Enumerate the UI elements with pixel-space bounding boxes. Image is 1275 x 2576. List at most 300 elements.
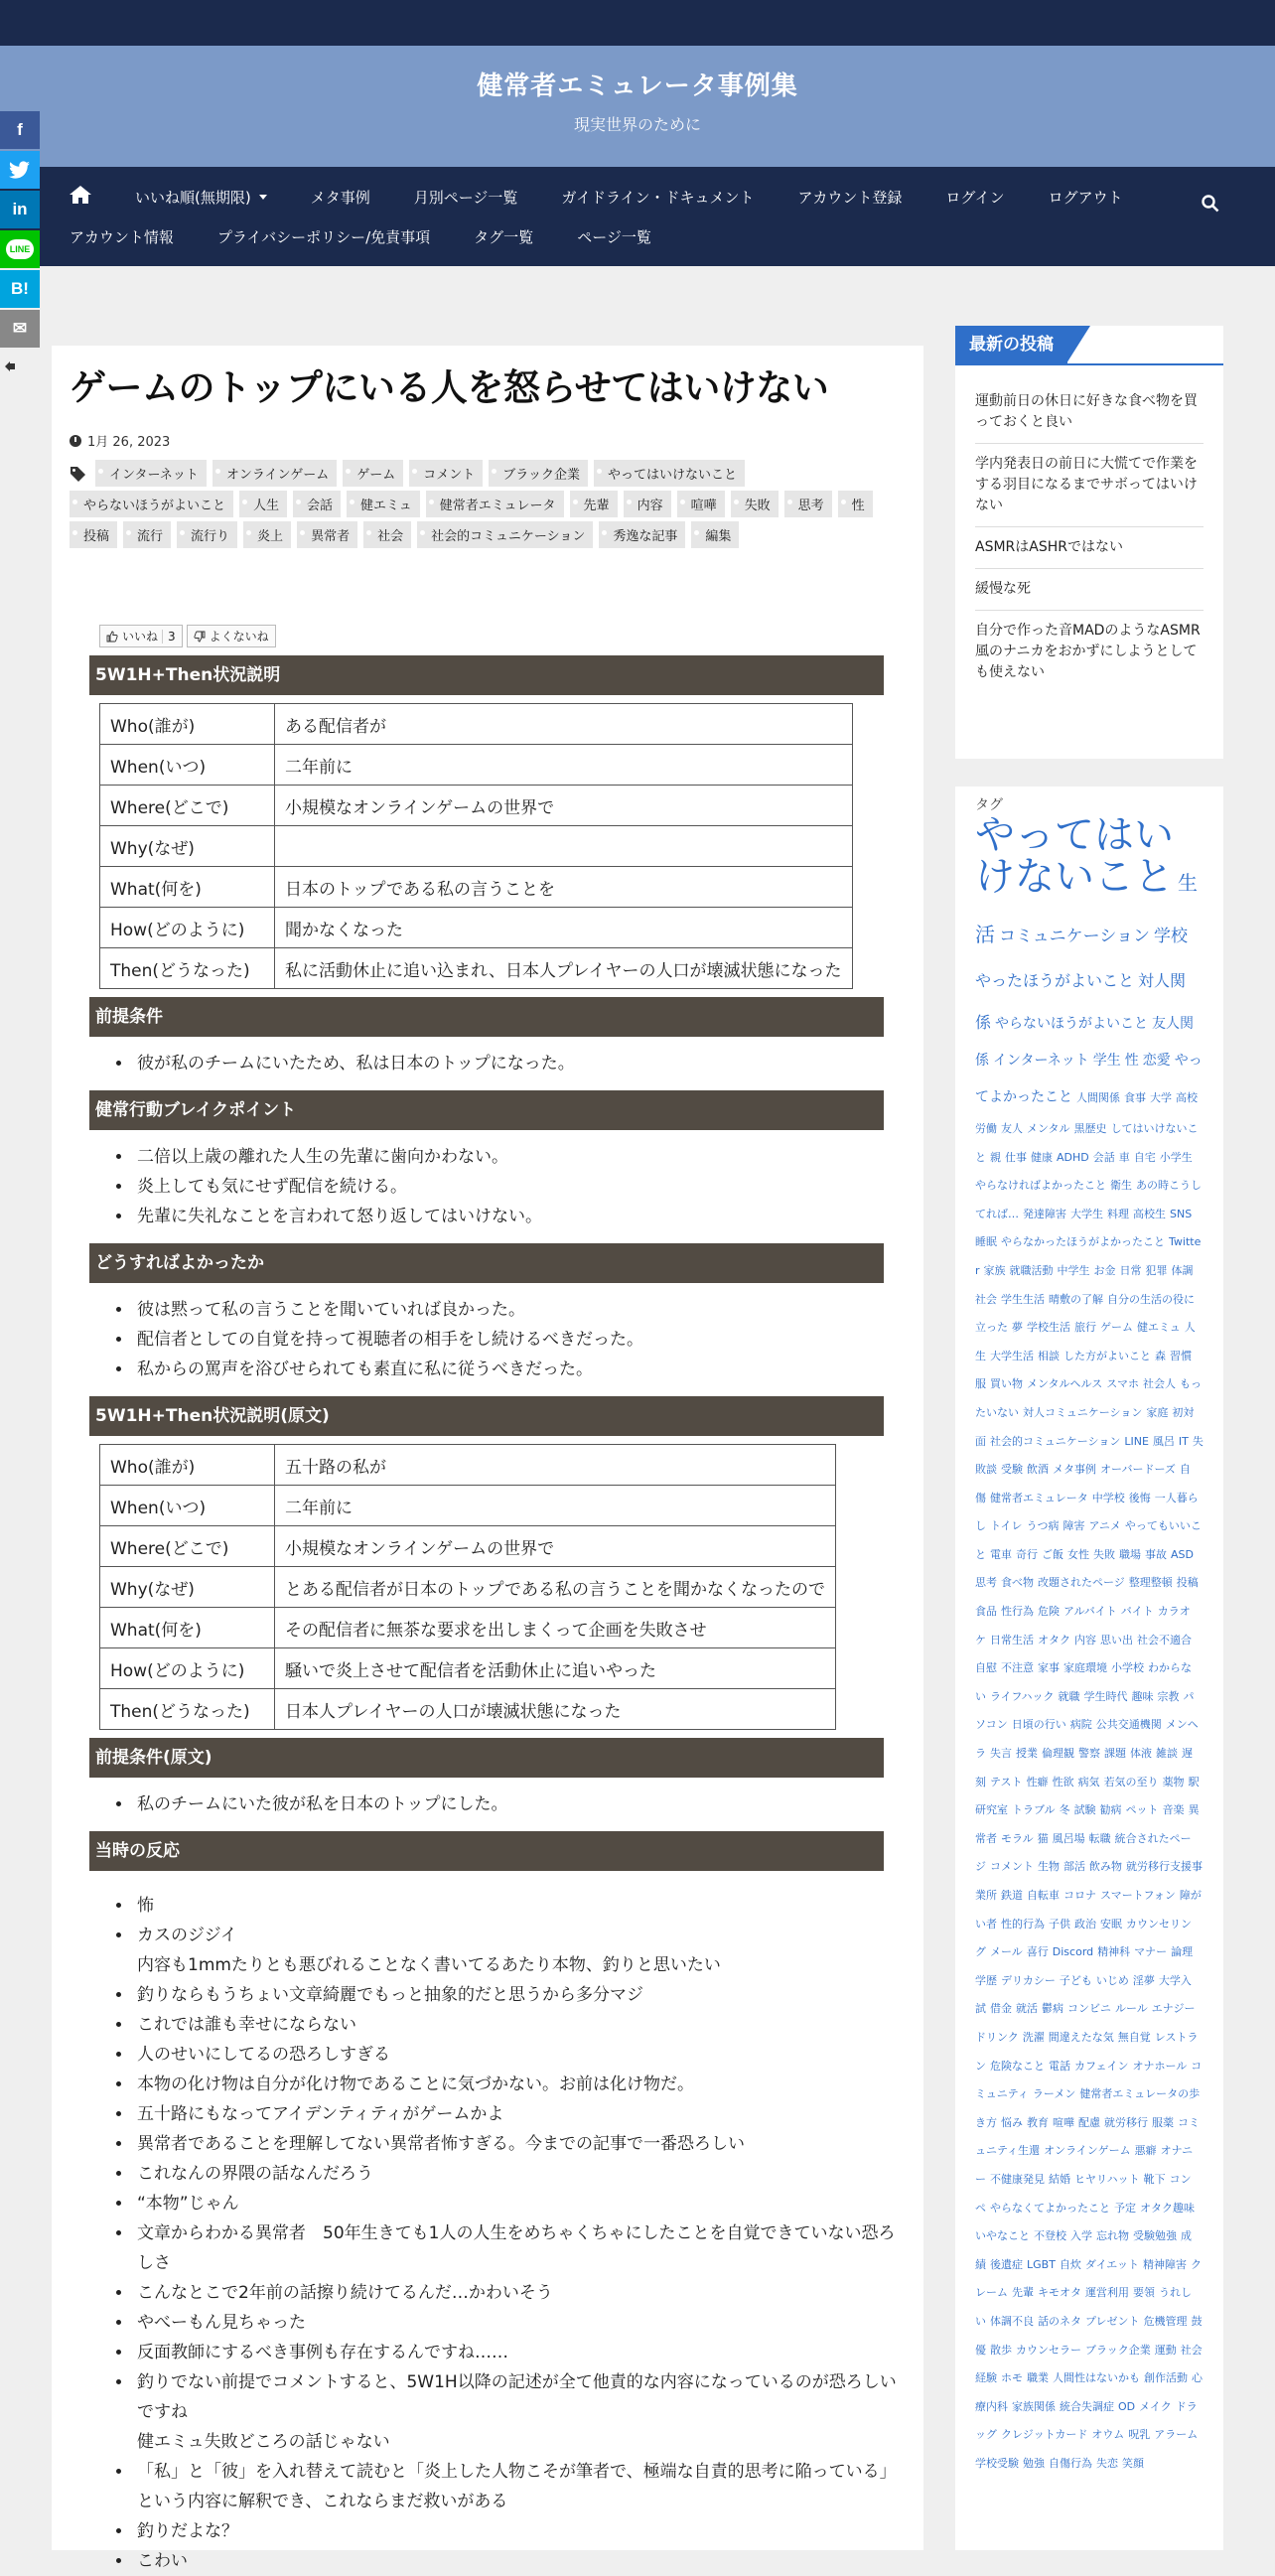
tag-cloud-link[interactable]: 自転車 [1027,1889,1060,1902]
collapse-icon[interactable] [4,358,16,369]
tag-cloud-link[interactable]: クレーム [975,2257,1203,2300]
tag-cloud-link[interactable]: 後悔 [1128,1491,1151,1504]
tag-cloud-link[interactable]: 食事 [1124,1090,1146,1104]
tag-cloud-link[interactable]: 警察 [1078,1747,1100,1761]
tag-cloud-link[interactable]: 職場 [1119,1547,1141,1561]
tag-cloud-link[interactable]: 性的行為 [1001,1917,1045,1931]
tag-cloud-link[interactable]: 自慰 [975,1661,997,1675]
tag-cloud-link[interactable]: 病気 [1077,1775,1100,1789]
tag-cloud-link[interactable]: 会話 [1092,1150,1115,1164]
tag-cloud-link[interactable]: 人間関係 [1076,1090,1120,1104]
tag-cloud-link[interactable]: 親 [990,1150,1001,1164]
tag-cloud-link[interactable]: カウンセラー [1016,2343,1081,2357]
tag-cloud-link[interactable]: コミュニケーション [999,927,1150,946]
tag-cloud-link[interactable]: 小学生 [1159,1150,1193,1164]
tag-cloud-link[interactable]: ホモ [1001,2371,1023,2385]
tag-cloud-link[interactable]: 体調不良 [990,2314,1034,2328]
tag-cloud-link[interactable]: スマホ [1106,1377,1140,1391]
tag-cloud-link[interactable]: 社会経験 [975,2343,1203,2385]
tag-cloud-link[interactable]: 後遺症 [990,2257,1023,2271]
tag-cloud-link[interactable]: 睡眠 [975,1235,997,1249]
tag-cloud-link[interactable]: 不健康発見 [990,2172,1045,2186]
tag-cloud-link[interactable]: 課題 [1104,1747,1126,1761]
tag-cloud-link[interactable]: 学生生活 [1001,1292,1045,1306]
tag-cloud-link[interactable]: うれしい [975,2286,1192,2328]
tag-cloud-link[interactable]: ライフハック [990,1689,1055,1703]
post-tag[interactable]: 流行 [123,521,171,548]
tag-cloud-link[interactable]: 学歴 [975,1973,997,1987]
tag-cloud-link[interactable]: 安眠 [1100,1917,1122,1931]
tag-cloud-link[interactable]: ダイエット [1084,2257,1140,2271]
tag-cloud-link[interactable]: 喜行 [1026,1945,1049,1959]
tag-cloud-link[interactable]: 借金 [990,2002,1012,2016]
tag-cloud-link[interactable]: 夢 [1012,1321,1023,1335]
tag-cloud-link[interactable]: やってはいけないこと [975,812,1174,900]
tag-cloud-link[interactable]: オウム [1091,2428,1125,2442]
tag-cloud-link[interactable]: 健康 [1031,1150,1053,1164]
recent-post-link[interactable]: 自分で作った音MADのようなASMR風のナニカをおかずにしようとしても使えない [975,623,1201,680]
tag-cloud-link[interactable]: 笑顔 [1122,2456,1144,2470]
tag-cloud-link[interactable]: 喧嘩 [1053,2115,1074,2129]
tag-cloud-link[interactable]: アラーム [1154,2428,1199,2442]
post-date-text[interactable]: 1月 26, 2023 [87,435,171,450]
post-tag[interactable]: 異常者 [297,521,357,548]
post-tag[interactable]: やらないほうがよいこと [70,491,233,517]
tag-cloud-link[interactable]: トラブル [1012,1803,1056,1817]
tag-cloud-link[interactable]: 勧病 [1099,1803,1122,1817]
tag-cloud-link[interactable]: ブラック企業 [1085,2343,1151,2357]
tag-cloud-link[interactable]: 内容 [1074,1633,1096,1646]
tag-cloud-link[interactable]: 病院 [1069,1718,1092,1732]
tag-cloud-link[interactable]: 電話 [1049,2059,1070,2073]
tag-cloud-link[interactable]: デリカシー [1001,1973,1056,1987]
tag-cloud-link[interactable]: 一人暮らし [975,1491,1199,1533]
tag-cloud-link[interactable]: カフェイン [1074,2059,1129,2073]
tag-cloud-link[interactable]: いじめ [1095,1973,1129,1987]
tag-cloud-link[interactable]: 風呂 [1152,1434,1175,1448]
tag-cloud-link[interactable]: 危機管理 [1143,2314,1188,2328]
tag-cloud-link[interactable]: LGBT [1027,2257,1056,2271]
tag-cloud-link[interactable]: 対人コミュニケーション [1023,1405,1143,1419]
tag-cloud-link[interactable]: Twitter [975,1235,1202,1277]
linkedin-share-button[interactable]: in [0,191,40,228]
tag-cloud-link[interactable]: バイト [1120,1605,1154,1619]
tag-cloud-link[interactable]: スマートフォン [1100,1889,1176,1902]
tag-cloud-link[interactable]: アルバイト [1063,1605,1117,1619]
tag-cloud-link[interactable]: 失敗 [1093,1547,1115,1561]
tag-cloud-link[interactable]: 失言 [990,1747,1012,1761]
line-share-button[interactable] [0,230,40,268]
tag-cloud-link[interactable]: 友人 [1001,1121,1023,1135]
post-tag[interactable]: 喧嘩 [677,491,725,517]
tag-cloud-link[interactable]: 大学 [1150,1090,1172,1104]
nav-logout[interactable]: ログアウト [1048,188,1123,207]
tag-cloud-link[interactable]: 転職 [1088,1831,1111,1845]
tag-cloud-link[interactable]: 性癖 [1026,1775,1049,1789]
tag-cloud-link[interactable]: やったほうがよいこと [975,971,1135,990]
tag-cloud-link[interactable]: 異常者 [975,1803,1200,1845]
tag-cloud-link[interactable]: 対人関係 [975,971,1187,1032]
tag-cloud-link[interactable]: ドラッグ [975,2399,1198,2442]
tag-cloud-link[interactable]: 家族関係 [1012,2399,1056,2413]
tag-cloud-link[interactable]: コミュニティ生還 [975,2115,1200,2158]
tag-cloud-link[interactable]: 風呂場 [1052,1831,1085,1845]
post-tag[interactable]: やってはいけないこと [594,460,745,487]
tag-cloud-link[interactable]: 要領 [1133,2286,1155,2300]
post-tag[interactable]: 流行り [177,521,237,548]
tag-cloud-link[interactable]: 薬物 [1162,1775,1185,1789]
tag-cloud-link[interactable]: うつ病 [1026,1519,1060,1533]
tag-cloud-link[interactable]: 無自覚 [1117,2030,1151,2044]
nav-privacy[interactable]: プライバシーポリシー/免責事項 [216,227,431,246]
tag-cloud-link[interactable]: 服 [975,1377,986,1391]
post-tag[interactable]: 社会 [363,521,411,548]
tag-cloud-link[interactable]: 晴敷の了解 [1049,1292,1103,1306]
tag-cloud-link[interactable]: 日常生活 [990,1633,1034,1646]
tag-cloud-link[interactable]: コメント [990,1860,1034,1874]
tag-cloud-link[interactable]: 食べ物 [1001,1576,1034,1590]
tag-cloud-link[interactable]: もったいない [975,1377,1203,1419]
tag-cloud-link[interactable]: 就職 [1058,1689,1080,1703]
tag-cloud-link[interactable]: 飲酒 [1027,1463,1049,1477]
tag-cloud-link[interactable]: 失敗談 [975,1434,1204,1477]
tag-cloud-link[interactable]: 相談 [1038,1349,1060,1362]
post-tag[interactable]: 秀逸な記事 [599,521,685,548]
tag-cloud-link[interactable]: 淫夢 [1132,1973,1155,1987]
post-tag[interactable]: 性 [838,491,873,517]
tag-cloud-link[interactable]: 精神障害 [1143,2257,1188,2271]
tag-cloud-link[interactable]: メンヘラ [975,1718,1199,1761]
tag-cloud-link[interactable]: 性 [1124,1053,1139,1070]
facebook-share-button[interactable]: f [0,111,40,149]
tag-cloud-link[interactable]: やってもいいこと [975,1519,1202,1561]
tag-cloud-link[interactable]: モラル [1001,1831,1034,1845]
dislike-button[interactable] [187,625,276,647]
tag-cloud-link[interactable]: 生活 [975,871,1198,946]
tag-cloud-link[interactable]: アニメ [1088,1519,1121,1533]
tag-cloud-link[interactable]: 創作活動 [1144,2371,1188,2385]
tag-cloud-link[interactable]: 投稿 [1176,1576,1199,1590]
tag-cloud-link[interactable]: メール [990,1945,1023,1959]
tag-cloud-link[interactable]: 人間性はないかも [1053,2371,1140,2385]
tag-cloud-link[interactable]: 障害 [1062,1519,1085,1533]
post-tag[interactable]: 編集 [691,521,739,548]
nav-account[interactable]: アカウント情報 [70,227,174,246]
tag-cloud-link[interactable]: 人生 [975,1321,1196,1362]
tag-cloud-link[interactable]: 悩み [1001,2115,1023,2129]
tag-cloud-link[interactable]: 音楽 [1162,1803,1185,1817]
tag-cloud-link[interactable]: 女性 [1067,1547,1089,1561]
tag-cloud-link[interactable]: オタク趣味 [1140,2201,1195,2215]
tag-cloud-link[interactable]: 料理 [1107,1207,1129,1220]
tag-cloud-link[interactable]: 大学生 [1070,1207,1103,1220]
tag-cloud-link[interactable]: 子供 [1049,1917,1070,1931]
post-tag[interactable]: 会話 [293,491,341,517]
tag-cloud-link[interactable]: ADHD [1057,1150,1089,1164]
tag-cloud-link[interactable]: 買い物 [990,1377,1023,1391]
tag-cloud-link[interactable]: 就職活動 [1009,1263,1054,1277]
tag-cloud-link[interactable]: 職業 [1027,2371,1049,2385]
tag-cloud-link[interactable]: 自傷 [975,1463,1191,1504]
tag-cloud-link[interactable]: 鉄道 [1001,1889,1023,1902]
tag-cloud-link[interactable]: LINE [1124,1434,1149,1448]
tag-cloud-link[interactable]: メンタル [1027,1121,1070,1135]
tag-cloud-link[interactable]: 就労移行 [1104,2115,1148,2129]
tag-cloud-link[interactable]: 健エミュ [1137,1321,1181,1335]
tag-cloud-link[interactable]: 体液 [1130,1747,1152,1761]
tag-cloud-link[interactable]: メイク [1139,2399,1172,2413]
tag-cloud-link[interactable]: やらなくてよかったこと [990,2201,1110,2215]
tag-cloud-link[interactable]: 衛生 [1110,1179,1132,1193]
tag-cloud-link[interactable]: やらなかったほうがよかったこと [1001,1235,1165,1249]
tag-cloud-link[interactable]: わからない [975,1661,1192,1703]
tag-cloud-link[interactable]: 習慣 [1170,1349,1192,1362]
tag-cloud-link[interactable]: オタク [1038,1633,1070,1646]
tag-cloud-link[interactable]: 倫理観 [1042,1747,1074,1761]
tag-cloud-link[interactable]: ASD [1171,1547,1194,1561]
tag-cloud-link[interactable]: 中学校 [1091,1491,1125,1504]
tag-cloud-link[interactable]: コロナ [1063,1889,1096,1902]
tag-cloud-link[interactable]: オンラインゲーム [1044,2144,1131,2158]
tag-cloud-link[interactable]: 不登校 [1034,2229,1066,2243]
tag-cloud-link[interactable]: 仕事 [1005,1150,1027,1164]
tag-cloud-link[interactable]: 思考 [975,1576,997,1590]
tag-cloud-link[interactable]: 学校受験 [975,2456,1019,2470]
tag-cloud-link[interactable]: 猫 [1037,1831,1049,1845]
post-tag[interactable]: ゲーム [343,460,403,487]
tag-cloud-link[interactable]: 遅刻 [975,1747,1193,1789]
tag-cloud-link[interactable]: 電車 [990,1547,1012,1561]
tag-cloud-link[interactable]: あの時こうしてれば… [975,1179,1202,1220]
tag-cloud-link[interactable]: ゲーム [1100,1321,1133,1335]
tag-cloud-link[interactable]: 鼓優 [975,2314,1203,2357]
tag-cloud-link[interactable]: ご飯 [1042,1547,1063,1561]
tag-cloud-link[interactable]: 統合されたページ [975,1831,1192,1874]
recent-post-link[interactable]: ASMRはASHRではない [975,527,1204,569]
tag-cloud-link[interactable]: 学校生活 [1027,1321,1070,1335]
nav-pages[interactable]: ページ一覧 [577,227,651,246]
tag-cloud-link[interactable]: してはいけないこと [975,1121,1199,1164]
post-tag[interactable]: 健エミュ [347,491,420,517]
tag-cloud-link[interactable]: 趣味 [1131,1689,1154,1703]
tag-cloud-link[interactable]: 受験勉強 [1133,2229,1177,2243]
tag-cloud-link[interactable]: 結婚 [1049,2172,1070,2186]
tag-cloud-link[interactable]: 高校 [1176,1090,1198,1104]
post-tag[interactable]: 失敗 [731,491,779,517]
tag-cloud-link[interactable]: 精神科 [1097,1945,1131,1959]
nav-register[interactable]: アカウント登録 [797,188,903,207]
tag-cloud-link[interactable]: 高校生 [1133,1207,1166,1220]
tag-cloud-link[interactable]: メンタルヘルス [1027,1377,1103,1391]
tag-cloud-link[interactable]: メタ事例 [1053,1463,1096,1477]
tag-cloud-link[interactable]: 家庭 [1146,1405,1169,1419]
post-tag[interactable]: 炎上 [243,521,291,548]
tag-cloud-link[interactable]: 宗教 [1157,1689,1180,1703]
tag-cloud-link[interactable]: 試験 [1073,1803,1096,1817]
tag-cloud-link[interactable]: 恋愛 [1142,1053,1171,1070]
tag-cloud-link[interactable]: エナジードリンク [975,2002,1196,2044]
tag-cloud-link[interactable]: やらないほうがよいこと [995,1015,1149,1032]
tag-cloud-link[interactable]: カウンセリング [975,1917,1192,1959]
tag-cloud-link[interactable]: 旅行 [1074,1321,1096,1335]
tag-cloud-link[interactable]: 洗濯 [1022,2030,1045,2044]
tag-cloud-link[interactable]: ペット [1125,1803,1159,1817]
tag-cloud-link[interactable]: 若気の至り [1103,1775,1159,1789]
tag-cloud-link[interactable]: 社会的コミュニケーション [990,1434,1121,1448]
site-title[interactable]: 健常者エミュレータ事例集 [477,72,798,101]
tag-cloud-link[interactable]: マナー [1134,1945,1168,1959]
tag-cloud-link[interactable]: カラオケ [975,1605,1191,1646]
tag-cloud-link[interactable]: 日常 [1119,1263,1142,1277]
tag-cloud-link[interactable]: OD [1118,2399,1136,2413]
tag-cloud-link[interactable]: 鬱病 [1042,2002,1063,2016]
tag-cloud-link[interactable]: 入学 [1070,2229,1092,2243]
tag-cloud-link[interactable]: 自炊 [1059,2257,1081,2271]
tag-cloud-link[interactable]: 大学生活 [990,1349,1034,1362]
tag-cloud-link[interactable]: 性行為 [1001,1605,1034,1619]
tag-cloud-link[interactable]: パソコン [975,1689,1195,1732]
tag-cloud-link[interactable]: 呪乳 [1128,2428,1151,2442]
tag-cloud-link[interactable]: いやなこと [975,2229,1030,2243]
tag-cloud-link[interactable]: 森 [1155,1349,1166,1362]
post-tag[interactable]: 健常者エミュレータ [426,491,564,517]
search-icon[interactable] [1202,195,1221,215]
tag-cloud-link[interactable]: 社会 [975,1292,997,1306]
tag-cloud-link[interactable]: 危険なこと [990,2059,1045,2073]
nav-meta[interactable]: メタ事例 [310,188,370,207]
tag-cloud-link[interactable]: やってよかったこと [975,1053,1203,1105]
tag-cloud-link[interactable]: 自傷行為 [1049,2456,1092,2470]
tag-cloud-link[interactable]: 運動 [1154,2343,1177,2357]
post-tag[interactable]: 人生 [239,491,287,517]
tag-cloud-link[interactable]: 犯罪 [1145,1263,1168,1277]
tag-cloud-link[interactable]: 先輩 [1012,2286,1034,2300]
nav-guideline[interactable]: ガイドライン・ドキュメント [561,188,755,207]
tag-cloud-link[interactable]: 食品 [975,1605,997,1619]
tag-cloud-link[interactable]: 冬 [1059,1803,1070,1817]
tag-cloud-link[interactable]: 子ども [1059,1973,1092,1987]
home-icon[interactable] [70,185,91,209]
tag-cloud-link[interactable]: 整理整頓 [1128,1576,1173,1590]
tag-cloud-link[interactable]: 間違えたな気 [1048,2030,1114,2044]
tag-cloud-link[interactable]: 障がい者 [975,1889,1202,1931]
nav-login[interactable]: ログイン [945,188,1005,207]
tag-cloud-link[interactable]: クレジットカード [1001,2428,1088,2442]
tag-cloud-link[interactable]: 奇行 [1016,1547,1038,1561]
tag-cloud-link[interactable]: コミュニティ [975,2059,1203,2101]
tag-cloud-link[interactable]: 不注意 [1001,1661,1034,1675]
post-tag[interactable]: 内容 [624,491,671,517]
tag-cloud-link[interactable]: 健常者エミュレータ [990,1491,1088,1504]
tag-cloud-link[interactable]: 運営利用 [1085,2286,1129,2300]
tag-cloud-link[interactable]: 忘れ物 [1096,2229,1129,2243]
tag-cloud-link[interactable]: 初対面 [975,1405,1195,1448]
tag-cloud-link[interactable]: 受験 [1001,1463,1023,1477]
post-tag[interactable]: 投稿 [70,521,117,548]
tag-cloud-link[interactable]: 家族 [983,1263,1006,1277]
tag-cloud-link[interactable]: 小学校 [1111,1661,1144,1675]
recent-post-link[interactable]: 緩慢な死 [975,569,1204,611]
nav-tags[interactable]: タグ一覧 [474,227,534,246]
tag-cloud-link[interactable]: SNS [1170,1207,1193,1220]
tag-cloud-link[interactable]: 改題されたページ [1038,1576,1125,1590]
tag-cloud-link[interactable]: 家庭環境 [1063,1661,1107,1675]
nav-like-ranking[interactable] [135,187,267,208]
tag-cloud-link[interactable]: トイレ [990,1519,1023,1533]
post-tag[interactable]: オンラインゲーム [212,460,337,487]
tag-cloud-link[interactable]: オナニー [975,2144,1194,2186]
tag-cloud-link[interactable]: 友人関係 [975,1015,1195,1070]
tag-cloud-link[interactable]: 性欲 [1052,1775,1074,1789]
nav-monthly[interactable]: 月別ページ一覧 [413,188,518,207]
tag-cloud-link[interactable]: 論理 [1171,1945,1194,1959]
post-tag[interactable]: インターネット [95,460,207,487]
tag-cloud-link[interactable]: 公共交通機関 [1095,1718,1162,1732]
recent-post-link[interactable]: 運動前日の休日に好きな食べ物を買っておくと良い [975,381,1204,444]
tag-cloud-link[interactable]: IT [1178,1434,1189,1448]
tag-cloud-link[interactable]: 体調 [1171,1263,1194,1277]
post-tag[interactable]: コメント [409,460,483,487]
recent-post-link[interactable]: 学内発表日の前日に大慌てで作業をする羽目になるまでサボってはいけない [975,444,1204,527]
tag-cloud-link[interactable]: オーバードーズ [1100,1463,1176,1477]
tag-cloud-link[interactable]: やらなければよかったこと [975,1179,1106,1193]
post-tag[interactable]: 社会的コミュニケーション [417,521,593,548]
tag-cloud-link[interactable]: 日頃の行い [1011,1718,1066,1732]
tag-cloud-link[interactable]: ヒヤリハット [1074,2172,1140,2186]
tag-cloud-link[interactable]: 学校 [1153,927,1188,946]
tag-cloud-link[interactable]: 散歩 [990,2343,1012,2357]
tag-cloud-link[interactable]: 社会人 [1143,1377,1177,1391]
tag-cloud-link[interactable]: 失恋 [1096,2456,1118,2470]
post-tag[interactable]: 思考 [784,491,832,517]
tag-cloud-link[interactable]: 研究室 [975,1803,1008,1817]
tag-cloud-link[interactable]: 心療内科 [975,2371,1203,2413]
tag-cloud-link[interactable]: 授業 [1016,1747,1038,1761]
hatena-share-button[interactable]: B! [0,270,40,308]
tag-cloud-link[interactable]: 統合失調症 [1060,2399,1114,2413]
tag-cloud-link[interactable]: 部活 [1063,1860,1085,1874]
tag-cloud-link[interactable]: 就労移行支援事業所 [975,1860,1203,1902]
tag-cloud-link[interactable]: 靴下 [1143,2172,1166,2186]
tag-cloud-link[interactable]: 黒歴史 [1073,1121,1107,1135]
tag-cloud-link[interactable]: 飲み物 [1089,1860,1122,1874]
tag-cloud-link[interactable]: 駅 [1188,1775,1200,1789]
tag-cloud-link[interactable]: 思い出 [1100,1633,1133,1646]
tag-cloud-link[interactable]: 自分の生活の役に立った [975,1292,1195,1335]
tag-cloud-link[interactable]: 予定 [1114,2201,1136,2215]
tag-cloud-link[interactable]: 悪癖 [1134,2144,1157,2158]
tag-cloud-link[interactable]: 就活 [1016,2002,1038,2016]
tag-cloud-link[interactable]: インターネット [993,1053,1089,1070]
tag-cloud-link[interactable]: 自宅 [1133,1150,1156,1164]
tag-cloud-link[interactable]: 服薬 [1152,2115,1174,2129]
tag-cloud-link[interactable]: した方がよいこと [1063,1349,1151,1362]
tag-cloud-link[interactable]: 事故 [1145,1547,1167,1561]
tag-cloud-link[interactable]: 大学入試 [975,1973,1192,2016]
email-share-button[interactable]: ✉ [0,310,40,348]
tag-cloud-link[interactable]: プレゼント [1085,2314,1140,2328]
tag-cloud-link[interactable]: 中学生 [1057,1263,1090,1277]
tag-cloud-link[interactable]: ラーメン [1032,2087,1076,2101]
tag-cloud-link[interactable]: ルール [1115,2002,1148,2016]
tag-cloud-link[interactable]: 発達障害 [1023,1207,1066,1220]
tag-cloud-link[interactable]: コンビニ [1067,2002,1111,2016]
tag-cloud-link[interactable]: オナホール [1132,2059,1188,2073]
twitter-share-button[interactable] [0,151,40,189]
tag-cloud-link[interactable]: 生物 [1038,1860,1060,1874]
tag-cloud-link[interactable]: レストラン [975,2030,1199,2073]
like-button[interactable] [99,625,183,647]
